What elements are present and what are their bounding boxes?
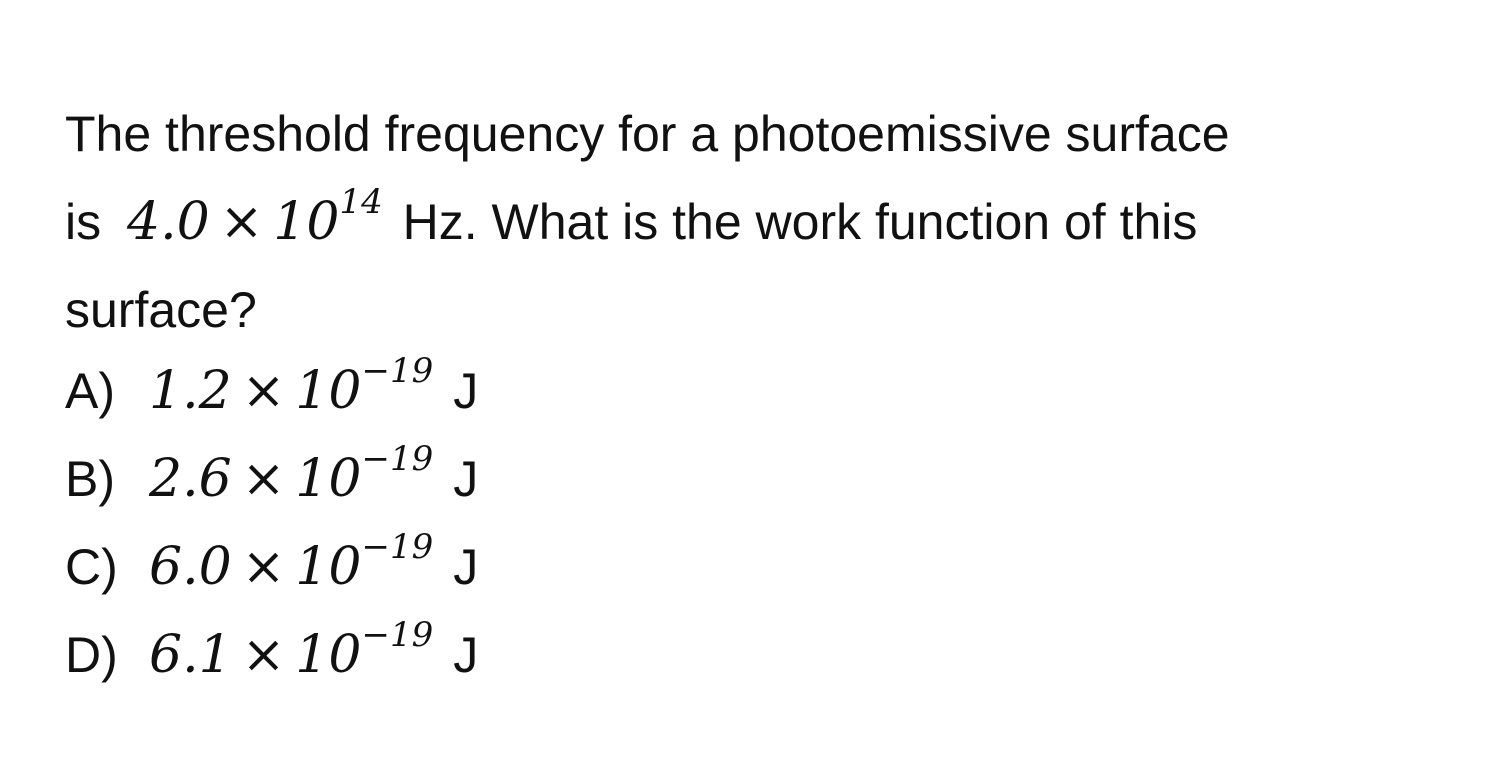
option-mantissa: 6.1 <box>149 625 232 685</box>
option-mantissa: 1.2 <box>149 361 232 421</box>
question-line-2 <box>65 178 1460 266</box>
option-exponent: −19 <box>361 614 434 655</box>
question-prefix: is <box>65 194 102 250</box>
option-unit: J <box>453 539 479 595</box>
option-a[interactable] <box>65 347 478 435</box>
option-value <box>149 614 434 685</box>
option-exponent: −19 <box>361 438 434 479</box>
option-mantissa: 6.0 <box>149 537 232 597</box>
frequency-exponent: 14 <box>339 181 383 222</box>
option-unit: J <box>453 627 479 683</box>
option-letter: D) <box>65 627 118 683</box>
threshold-frequency-value <box>127 181 383 252</box>
option-unit: J <box>453 451 479 507</box>
option-unit: J <box>453 363 479 419</box>
times-symbol: × <box>241 449 286 509</box>
frequency-base: 10 <box>273 192 340 252</box>
option-letter: B) <box>65 451 115 507</box>
question-line-3: surface? <box>65 282 257 338</box>
question-line-1: The threshold frequency for a photoemissive surface <box>65 106 1230 162</box>
option-exponent: −19 <box>361 526 434 567</box>
option-letter: C) <box>65 539 118 595</box>
question-suffix: Hz. What is the work function of this <box>402 194 1198 250</box>
option-value <box>149 526 434 597</box>
option-mantissa: 2.6 <box>149 449 232 509</box>
option-c[interactable] <box>65 523 478 611</box>
times-symbol: × <box>241 625 286 685</box>
option-base: 10 <box>295 625 362 685</box>
option-d[interactable] <box>65 611 478 699</box>
option-b[interactable] <box>65 435 478 523</box>
option-base: 10 <box>295 361 362 421</box>
option-value <box>149 438 434 509</box>
answer-options <box>65 347 478 699</box>
times-symbol: × <box>219 192 264 252</box>
times-symbol: × <box>241 361 286 421</box>
option-exponent: −19 <box>361 350 434 391</box>
option-base: 10 <box>295 537 362 597</box>
option-letter: A) <box>65 363 115 419</box>
times-symbol: × <box>241 537 286 597</box>
option-value <box>149 350 434 421</box>
question-text <box>65 90 1460 354</box>
frequency-mantissa: 4.0 <box>127 192 210 252</box>
option-base: 10 <box>295 449 362 509</box>
